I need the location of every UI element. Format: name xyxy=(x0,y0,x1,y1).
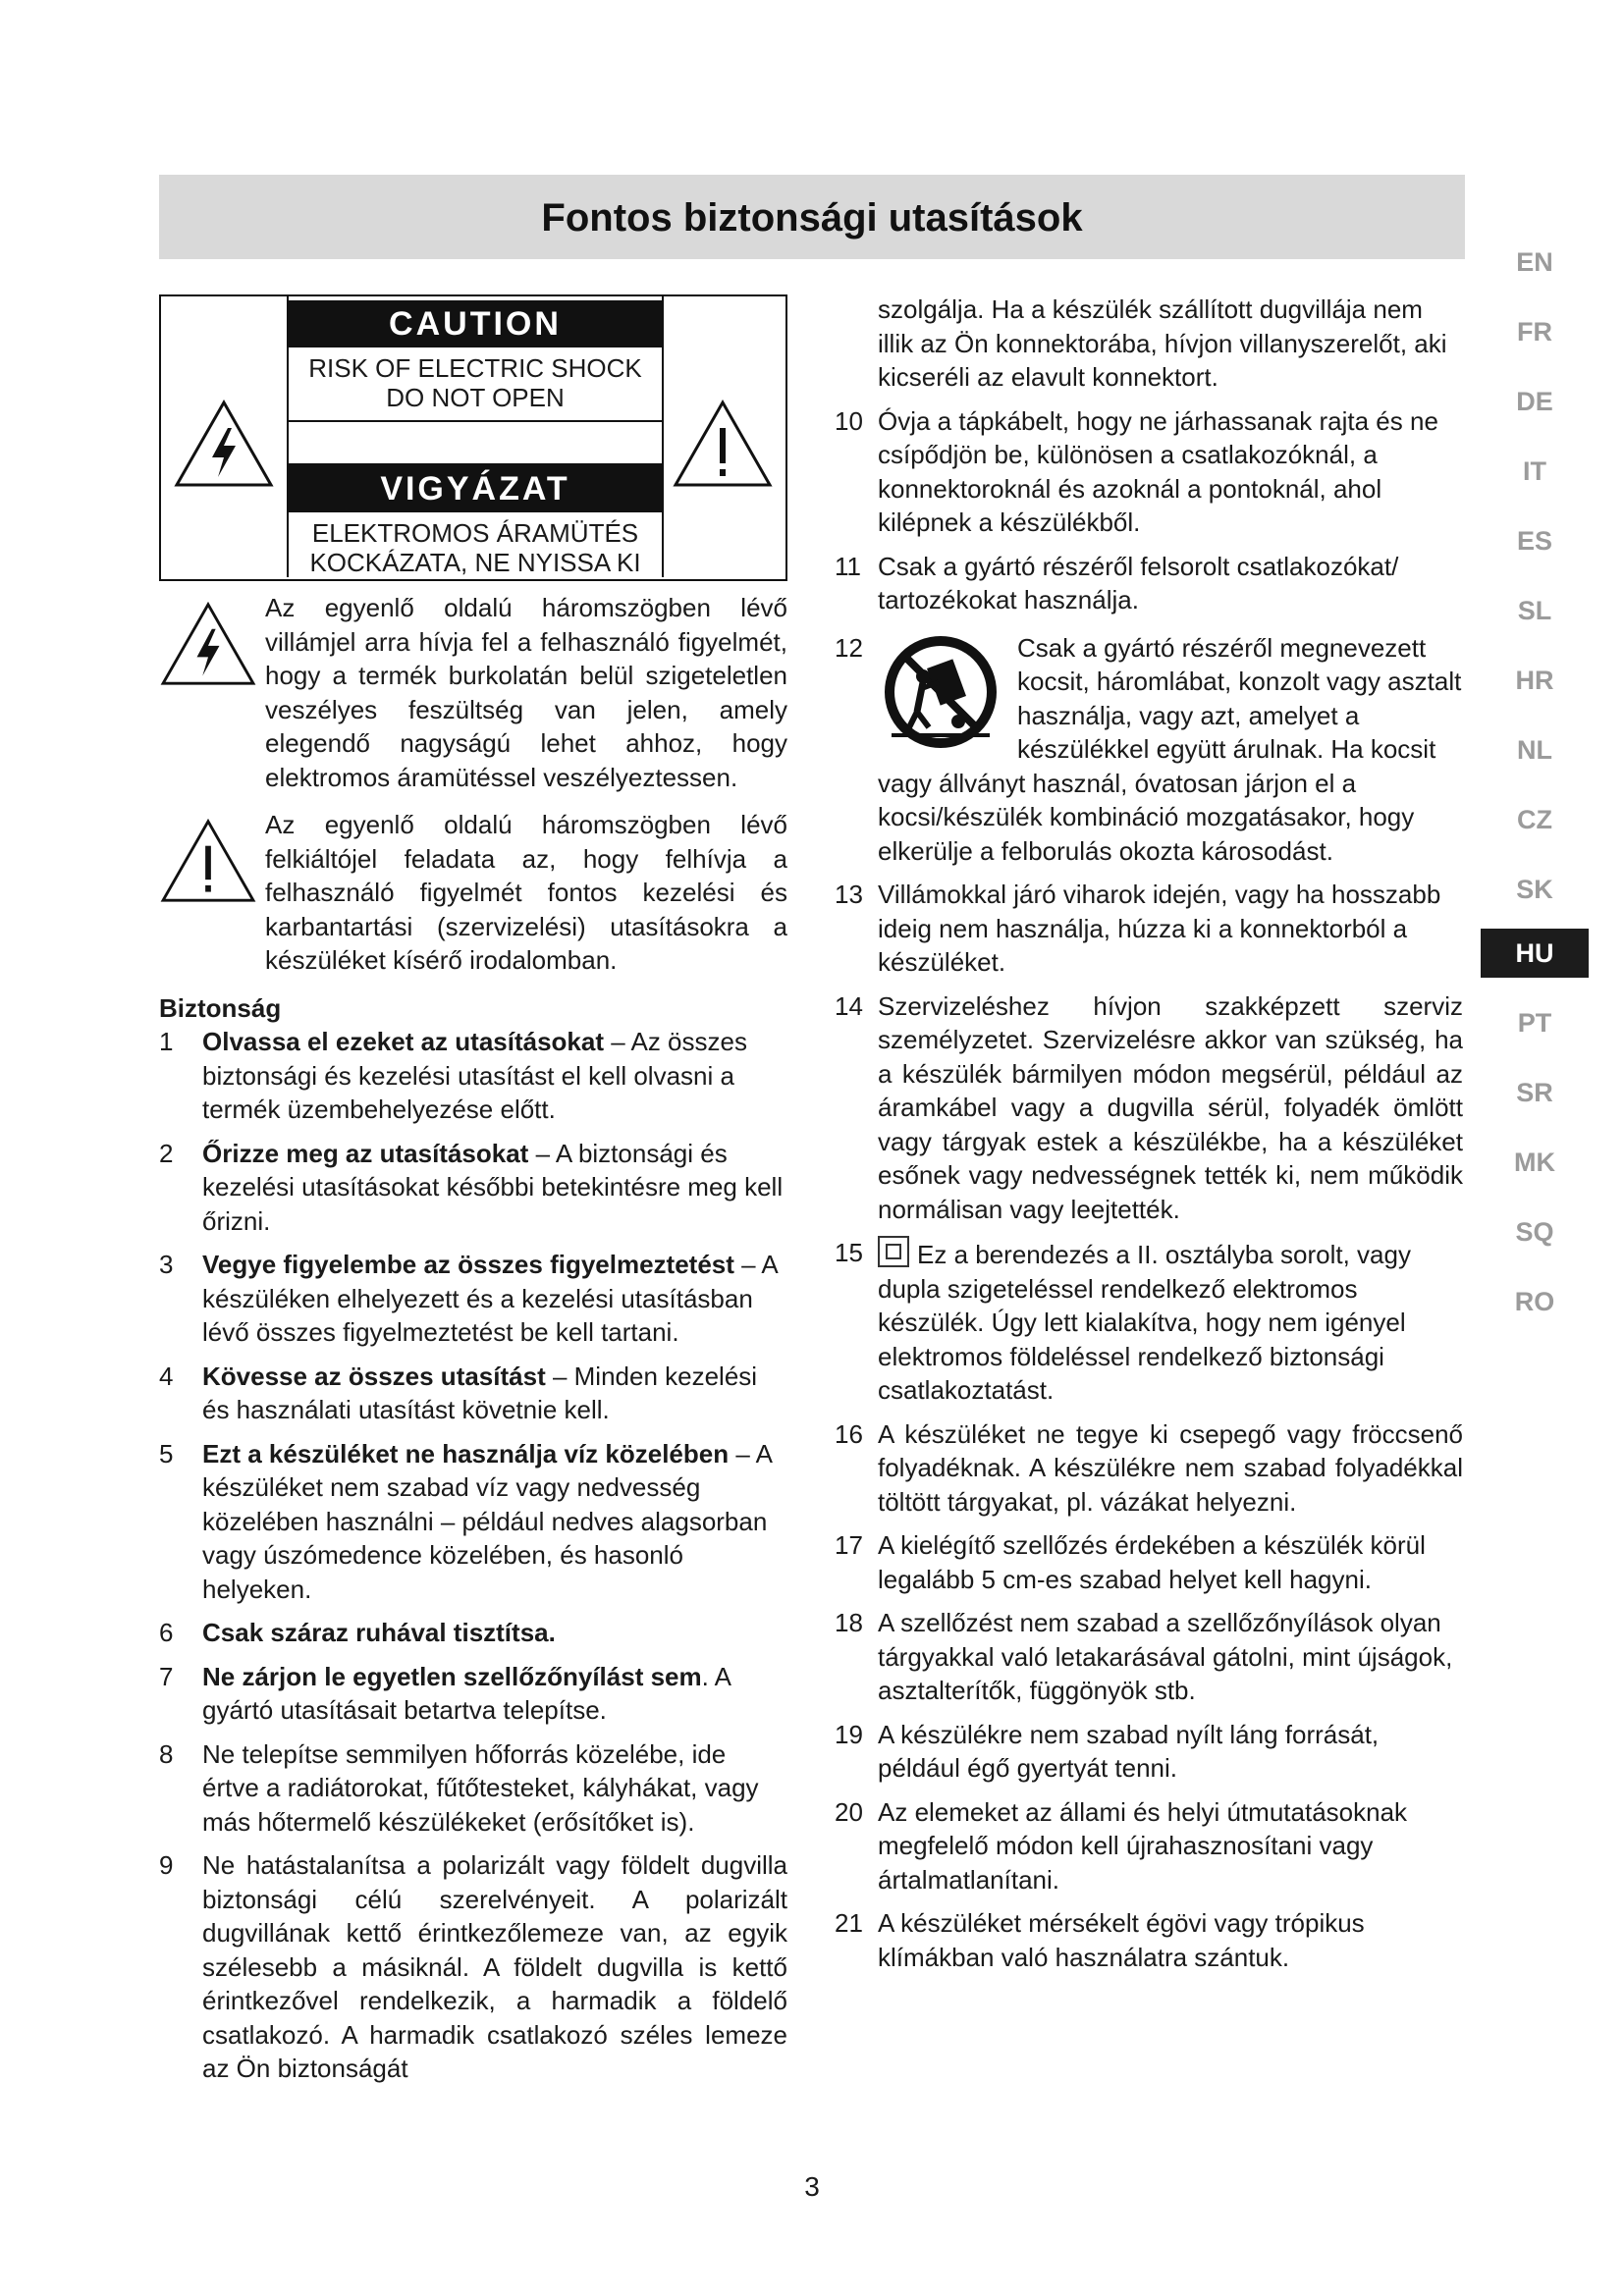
list-item xyxy=(835,1718,1463,1786)
lang-tab-cz[interactable]: CZ xyxy=(1517,805,1552,834)
lightning-warning-text: Az egyenlő oldalú háromszögben lévő villámjel arra hívja fel a felhasználó figyelmét, hogy a termék burkolatán belül szigeteletlen veszélyes feszültség van jelen, amely elegendő nagyságú lehet ahhoz, hogy elektromos áramütéssel veszélyeztessen. xyxy=(265,593,787,792)
list-item xyxy=(835,1417,1463,1520)
item-bold: Ne zárjon le egyetlen szellőzőnyílást sem xyxy=(202,1661,702,1691)
cart-warning-icon xyxy=(878,633,1003,751)
list-item xyxy=(835,631,1463,869)
list-item xyxy=(835,1528,1463,1596)
list-item xyxy=(159,1025,787,1127)
item-number: 13 xyxy=(835,880,863,909)
lang-tab-sr[interactable]: SR xyxy=(1516,1078,1553,1107)
lang-tab-ro[interactable]: RO xyxy=(1514,1287,1555,1316)
item-bold: Olvassa el ezeket az utasításokat xyxy=(202,1027,605,1056)
item-text: – A készüléken elhelyezett és a kezelési utasításban lévő összes figyelmeztetést be kell tartani. xyxy=(202,1250,778,1347)
lang-tab-fr[interactable]: FR xyxy=(1517,317,1552,347)
list-item xyxy=(835,1236,1463,1408)
list-item xyxy=(159,1360,787,1427)
item-text: Csak a gyártó részéről felsorolt csatlakozókat/ tartozékokat használja. xyxy=(878,551,1399,614)
exclamation-triangle-icon xyxy=(159,818,257,904)
list-item-continued xyxy=(835,293,1463,395)
lang-tab-it[interactable]: IT xyxy=(1523,456,1546,486)
page-title: Fontos biztonsági utasítások xyxy=(541,196,1083,240)
item-number: 19 xyxy=(835,1719,863,1749)
caution-divider xyxy=(289,420,662,465)
list-item xyxy=(835,1606,1463,1708)
item-number: 16 xyxy=(835,1418,863,1449)
list-item xyxy=(835,1795,1463,1897)
list-item xyxy=(835,989,1463,1227)
list-item xyxy=(159,1137,787,1239)
item-text: – A biztonsági és kezelési utasításokat későbbi betekintésre meg kell őrizni. xyxy=(202,1138,784,1236)
left-column xyxy=(159,294,787,2096)
section-heading: Biztonság xyxy=(159,992,282,1023)
item-text: Villámokkal járó viharok idején, vagy ha hosszabb ideig nem használja, húzza ki a konnektorból a készüléket. xyxy=(878,880,1441,977)
item-text: – A készüléket nem szabad víz vagy nedvesség közelében használni – például nedves alagsorban vagy úszómedence közelében, és hasonló helyeken. xyxy=(202,1438,772,1604)
lang-tab-de[interactable]: DE xyxy=(1516,387,1553,416)
lang-tab-mk[interactable]: MK xyxy=(1514,1148,1555,1177)
list-item xyxy=(835,878,1463,980)
item-number: 21 xyxy=(835,1908,863,1938)
lang-tab-pt[interactable]: PT xyxy=(1517,1008,1552,1038)
lightning-warning xyxy=(159,591,787,794)
lang-tab-hr[interactable]: HR xyxy=(1515,666,1554,695)
item-number: 14 xyxy=(835,990,863,1021)
item-bold: Kövesse az összes utasítást xyxy=(202,1361,546,1391)
caution-line-1: RISK OF ELECTRIC SHOCK xyxy=(308,353,642,383)
item-text: A kielégítő szellőzés érdekében a készülék körül legalább 5 cm-es szabad helyet kell hagyni. xyxy=(878,1530,1426,1594)
exclamation-triangle-icon xyxy=(672,399,774,489)
caution-line-2-hu: KOCKÁZATA, NE NYISSA KI xyxy=(309,548,641,577)
language-tabs xyxy=(1481,232,1589,1341)
caution-title: CAUTION xyxy=(289,300,662,347)
item-bold: Ezt a készüléket ne használja víz közelében xyxy=(202,1438,730,1468)
item-number: 6 xyxy=(159,1618,174,1647)
item-text: A szellőzést nem szabad a szellőzőnyílások olyan tárgyakkal való letakarásával gátolni, mint újságok, asztalterítők, függönyök stb. xyxy=(878,1608,1453,1705)
list-item xyxy=(159,1737,787,1840)
list-item xyxy=(835,1906,1463,1974)
list-item xyxy=(835,550,1463,617)
caution-label xyxy=(159,294,787,581)
item-text: Ne telepítse semmilyen hőforrás közelébe, ide értve a radiátorokat, fűtőtesteket, kályhákat, vagy más hőtermelő készülékeket (erősítőket is). xyxy=(202,1738,759,1837)
caution-title-hu: VIGYÁZAT xyxy=(289,465,662,512)
item-text: A készülékre nem szabad nyílt láng forrását, például égő gyertyát tenni. xyxy=(878,1719,1380,1783)
item-number: 3 xyxy=(159,1250,174,1279)
class-ii-icon xyxy=(878,1236,909,1267)
item-text: Az elemeket az állami és helyi útmutatásoknak megfelelő módon kell újrahasznosítani vagy ártalmatlanítani. xyxy=(878,1796,1408,1895)
list-item xyxy=(835,404,1463,540)
item-number: 11 xyxy=(835,551,861,581)
item-text: Ne hatástalanítsa a polarizált vagy földelt dugvilla biztonsági célú szerelvényeit. A polarizált dugvillának kettő érintkezőlemeze van, az egyik szélesebb a másiknál. A földelt dugvilla is kettő érintkezővel rendelkezik, a harmadik a földelő csatlakozó. A harmadik csatlakozó széles lemeze az Ön biztonságát xyxy=(202,1850,787,2083)
item-number: 1 xyxy=(159,1027,174,1056)
list-item xyxy=(159,1848,787,2086)
page-number: 3 xyxy=(804,2171,820,2202)
right-column xyxy=(835,294,1463,1984)
item-text: szolgálja. Ha a készülék szállított dugvillája nem illik az Ön konnektorába, hívjon villanyszerelőt, aki kicseréli az elavult konnektort. xyxy=(878,294,1447,392)
item-number: 15 xyxy=(835,1238,863,1267)
item-number: 9 xyxy=(159,1850,174,1880)
caution-line-2: DO NOT OPEN xyxy=(386,383,565,412)
item-text: A készüléket mérsékelt égövi vagy trópikus klímákban való használatra szántuk. xyxy=(878,1908,1365,1972)
lang-tab-sl[interactable]: SL xyxy=(1517,596,1552,625)
item-text: – Az összes biztonsági és kezelési utasítást el kell olvasni a termék üzembehelyezése előtt. xyxy=(202,1027,747,1124)
item-bold: Vegye figyelembe az összes figyelmeztetést xyxy=(202,1250,734,1279)
item-text: . A gyártó utasításait betartva telepítse. xyxy=(202,1661,731,1725)
item-number: 8 xyxy=(159,1738,174,1769)
item-number: 17 xyxy=(835,1530,863,1560)
item-bold: Csak száraz ruhával tisztítsa. xyxy=(202,1618,556,1647)
caution-line-1-hu: ELEKTROMOS ÁRAMÜTÉS xyxy=(311,518,639,548)
item-number: 7 xyxy=(159,1661,174,1691)
item-number: 5 xyxy=(159,1438,174,1468)
item-text: Ez a berendezés a II. osztályba sorolt, vagy dupla szigeteléssel rendelkező elektromos készülék. Úgy lett kialakítva, hogy nem igényel elektromos földeléssel rendelkező biztonsági csatlakoztatást. xyxy=(878,1240,1411,1405)
item-text: Szervizeléshez hívjon szakképzett szerviz személyzetet. Szervizelésre akkor van szükség, ha a készülék bármilyen módon megsérül, például az áramkábel vagy a dugvilla sérül, folyadék ömlött vagy tárgyak estek a készülékbe, ha a készüléket esőnek vagy nedvességnek tették ki, nem működik normálisan vagy leejtették. xyxy=(878,990,1463,1224)
exclamation-warning xyxy=(159,808,787,978)
item-number: 18 xyxy=(835,1608,863,1637)
list-item xyxy=(159,1248,787,1350)
title-bar xyxy=(159,175,1465,259)
item-text: A készüléket ne tegye ki csepegő vagy fröccsenő folyadéknak. A készülékre nem szabad folyadékkal töltött tárgyakat, pl. vázákat helyezni. xyxy=(878,1418,1463,1517)
list-item xyxy=(159,1660,787,1728)
lang-tab-hu[interactable]: HU xyxy=(1481,929,1589,978)
lang-tab-es[interactable]: ES xyxy=(1516,526,1553,556)
item-text: Óvja a tápkábelt, hogy ne járhassanak rajta és ne csípődjön be, különösen a csatlakozóknál, a konnektoroknál és azoknál a pontoknál, ahol kilépnek a készülékből. xyxy=(878,405,1438,537)
item-number: 12 xyxy=(835,632,863,663)
lang-tab-sq[interactable]: SQ xyxy=(1515,1217,1554,1247)
item-number: 4 xyxy=(159,1361,174,1391)
item-number: 20 xyxy=(835,1796,863,1827)
lightning-triangle-icon xyxy=(173,399,275,489)
lang-tab-en[interactable]: EN xyxy=(1516,247,1553,277)
lightning-triangle-icon xyxy=(159,601,257,687)
cart-warning-icon-wrap xyxy=(878,633,1011,753)
list-item xyxy=(159,1616,787,1650)
item-text: Csak a gyártó részéről megnevezett kocsit, háromlábat, konzolt vagy asztalt használja, vagy azt, amelyet a készülékkel együtt árulnak. Ha kocsit vagy állványt használ, óvatosan járjon el a kocsi/készülék kombináció mozgatásakor, hogy elkerülje a felborulás okozta károsodást. xyxy=(878,632,1462,866)
item-number: 10 xyxy=(835,405,863,436)
item-text: – Minden kezelési és használati utasítást követnie kell. xyxy=(202,1361,758,1424)
lang-tab-sk[interactable]: SK xyxy=(1516,875,1553,904)
lang-tab-nl[interactable]: NL xyxy=(1517,735,1552,765)
item-number: 2 xyxy=(159,1138,174,1168)
item-bold: Őrizze meg az utasításokat xyxy=(202,1138,529,1168)
caution-center xyxy=(287,296,664,577)
list-item xyxy=(159,1437,787,1607)
exclamation-warning-text: Az egyenlő oldalú háromszögben lévő felkiáltójel feladata az, hogy felhívja a felhasználó figyelmét fontos kezelési és karbantartási (szervizelési) utasításokra a készüléket kísérő irodalomban. xyxy=(265,810,787,975)
